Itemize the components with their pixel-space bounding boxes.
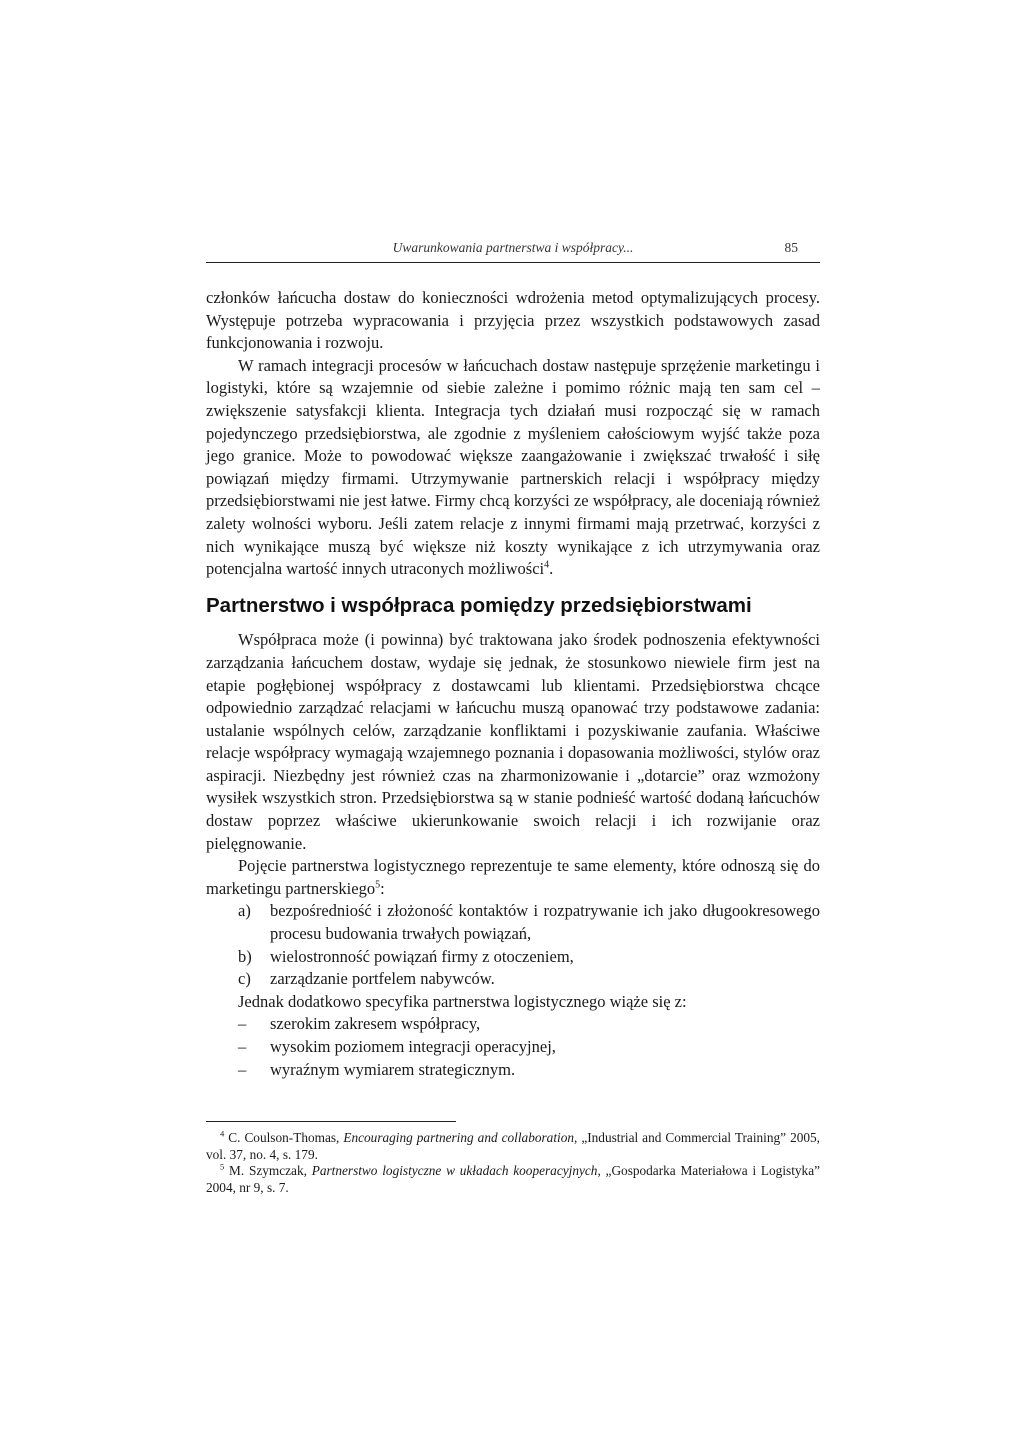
lettered-list [206,900,820,990]
running-title: Uwarunkowania partnerstwa i współpracy... [392,240,634,255]
list-item [206,968,820,991]
list-item-text: wielostronność powiązań firmy z otoczeniem, [270,946,574,966]
document-page [206,236,820,1196]
list-item-text: wyraźnym wymiarem strategicznym. [270,1059,516,1079]
footnote-rule [206,1121,456,1122]
running-header [206,236,820,263]
list-marker: c) [238,969,251,989]
footnote-ref-4: 4 [544,559,550,571]
paragraph-4-text: Pojęcie partnerstwa logistycznego reprezentuje te same elementy, które odnoszą się do marketingu partnerskiego [206,856,820,898]
paragraph-2-end: . [549,559,554,579]
footnote-number: 4 [220,1128,225,1139]
paragraph-5: Jednak dodatkowo specyfika partnerstwa logistycznego wiąże się z: [238,991,687,1011]
list-item-text: bezpośredniość i złożoność kontaktów i rozpatrywanie ich jako długookresowego procesu budowania trwałych powiązań, [270,901,820,944]
paragraph-2 [206,355,820,581]
footnote-4 [206,1130,820,1163]
footnote-ref-5: 5 [375,879,381,891]
body-text [206,287,820,1196]
paragraph-1: członków łańcucha dostaw do konieczności wdrożenia metod optymalizujących procesy. Występuje potrzeba wypracowania i przyjęcia przez wszystkich podstawowych zasad funkcjonowania i rozwoju. [206,288,820,353]
footnote-source: , „Industrial and Commercial Training” 2005, vol. 37, no. 4, s. 179. [206,1130,820,1162]
footnote-title: Encouraging partnering and collaboration [343,1130,574,1146]
list-item [206,1036,820,1059]
list-marker: – [238,1037,247,1056]
footnote-5 [206,1163,820,1196]
paragraph-4 [206,855,820,900]
footnotes [206,1121,820,1196]
footnote-title: Partnerstwo logistyczne w układach kooperacyjnych [311,1163,598,1179]
list-item [206,1059,820,1082]
list-item-text: zarządzanie portfelem nabywców. [270,969,495,989]
paragraph-4-end: : [380,878,385,898]
list-marker: a) [238,901,251,921]
list-marker: – [238,1059,247,1079]
footnote-source: , „Gospodarka Materiałowa i Logistyka” 2004, nr 9, s. 7. [206,1163,820,1195]
paragraph-2-text: W ramach integracji procesów w łańcuchach dostaw następuje sprzężenie marketingu i logistyki, które są wzajemnie od siebie zależne i pomimo różnic mają ten sam cel – zwiększenie satysfakcji klienta. Integracja tych działań musi rozpocząć się w ramach pojedynczego przedsiębiorstwa, ale zgodnie z myśleniem całościowym wyjść także poza jego granice. Może to powodować większe zaangażowanie i zwiększać trwałość i siłę powiązań między firmami. Utrzymywanie partnerskich relacji i współpracy między przedsiębiorstwami nie jest łatwe. Firmy chcą korzyści ze współpracy, ale doceniają również zalety wolności wyboru. Jeśli zatem relacje z innymi firmami mają przetrwać, korzyści z nich wynikające muszą być większe niż koszty wynikające z ich utrzymywania oraz potencjalna wartość innych utraconych możliwości [206,355,820,579]
footnote-author: C. Coulson-Thomas, [228,1130,344,1146]
list-item [206,1013,820,1036]
list-marker: b) [238,946,252,966]
list-item [206,946,820,969]
dash-list [206,1013,820,1081]
list-marker: – [238,1014,247,1034]
footnote-author: M. Szymczak, [229,1163,312,1179]
paragraph-3: Współpraca może (i powinna) być traktowana jako środek podnoszenia efektywności zarządzania łańcuchem dostaw, wydaje się jednak, że stosunkowo niewiele firm jest na etapie pogłębionej współpracy z dostawcami lub klientami. Przedsiębiorstwa chcące odpowiednio zarządzać relacjami w łańcuchu muszą opanować trzy podstawowe zadania: ustalanie wspólnych celów, zarządzanie konfliktami i pozyskiwanie zaufania. Właściwe relacje współpracy wymagają wzajemnego poznania i dopasowania możliwości, stylów oraz aspiracji. Niezbędny jest również czas na zharmonizowanie i „dotarcie” oraz wzmożony wysiłek wszystkich stron. Przedsiębiorstwa są w stanie podnieść wartość dodaną łańcuchów dostaw poprzez właściwe ukierunkowanie swoich relacji i ich rozwijanie oraz pielęgnowanie. [206,630,820,853]
list-item-text: szerokim zakresem współpracy, [270,1014,481,1034]
list-item-text: wysokim poziomem integracji operacyjnej, [270,1037,556,1056]
list-item [206,900,820,945]
page-number: 85 [784,240,798,255]
section-heading: Partnerstwo i współpraca pomiędzy przedsiębiorstwami [206,593,752,617]
footnote-number: 5 [220,1161,225,1172]
